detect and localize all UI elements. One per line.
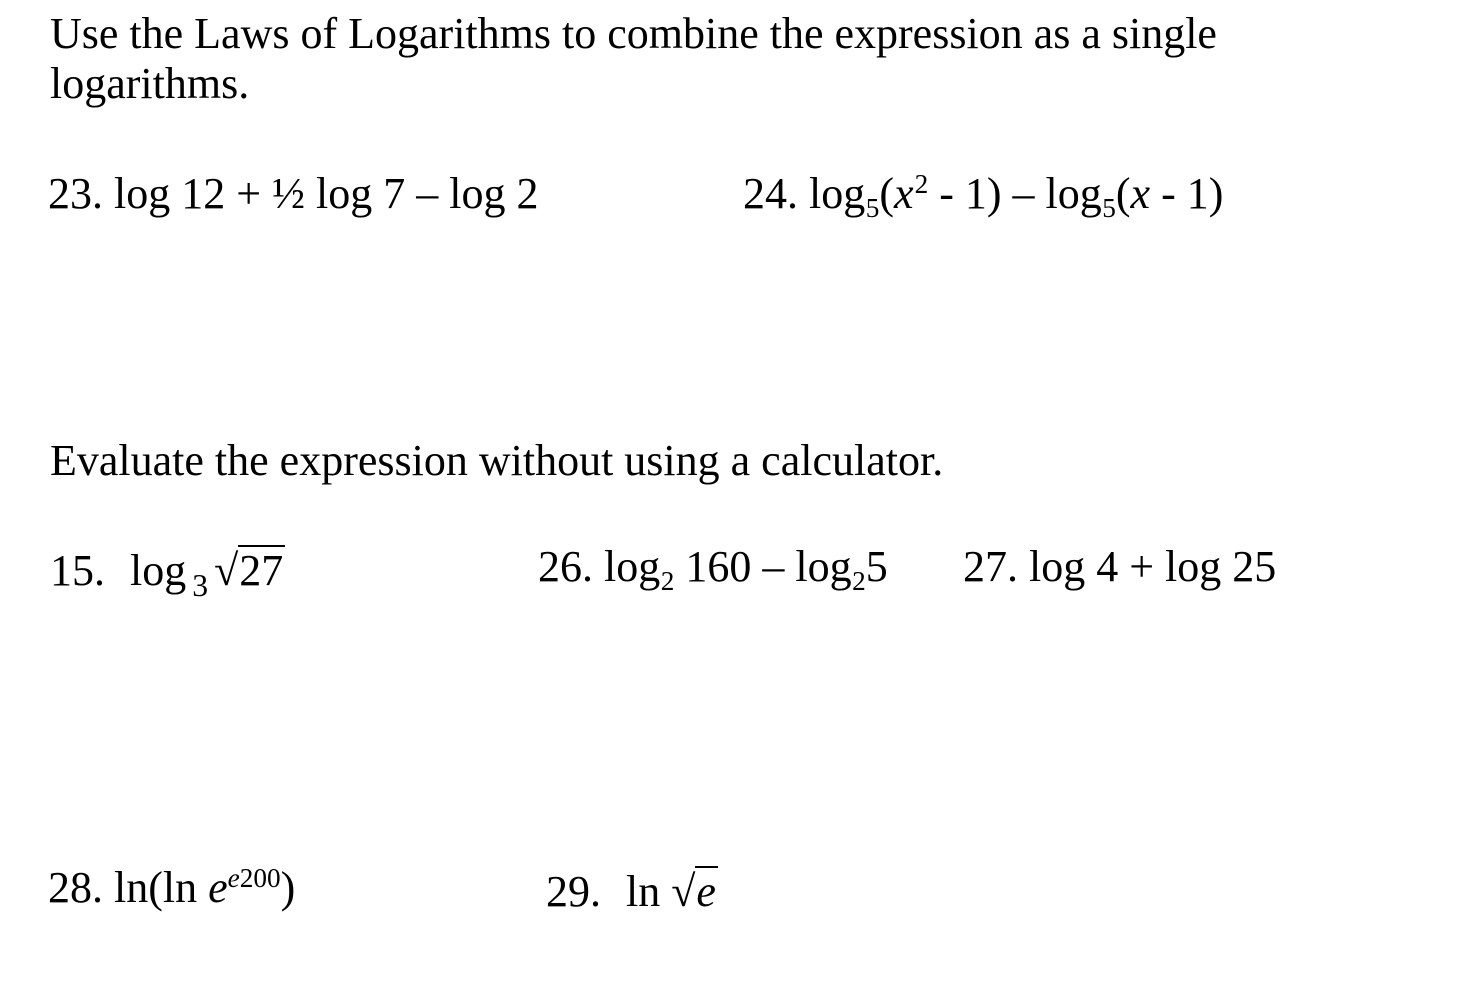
problem-number: 27.: [963, 542, 1018, 591]
exponent: 2: [914, 169, 929, 199]
problem-number: 24.: [743, 169, 798, 218]
open-paren: (: [879, 169, 895, 218]
instruction-evaluate: Evaluate the expression without using a calculator.: [50, 436, 944, 485]
log-base: 2: [660, 565, 675, 596]
expression-rest: - 1) – log: [928, 169, 1102, 218]
sqrt-sign: √: [214, 546, 239, 595]
instruction-laws-of-logarithms: Use the Laws of Logarithms to combine the expression as a single logarithms.: [50, 9, 1217, 108]
close-paren: ): [280, 863, 296, 912]
radicand: e: [696, 867, 716, 916]
log-base: 2: [852, 565, 866, 596]
expression-end: 5: [865, 542, 888, 591]
problem-number: 29.: [546, 867, 601, 916]
log-base: 5: [1102, 192, 1116, 223]
open-paren: (: [1115, 169, 1131, 218]
log-base: 3: [192, 567, 209, 603]
problem-15: [50, 545, 285, 603]
problem-number: 15.: [50, 546, 105, 595]
sqrt-sign: √: [671, 867, 696, 916]
base-e: e: [208, 863, 228, 912]
problem-28: [48, 863, 296, 912]
variable-x: x: [894, 169, 914, 218]
expression-rest: - 1): [1150, 169, 1224, 218]
problem-number: 23.: [48, 169, 103, 218]
log-text: log: [130, 546, 187, 595]
exponent-number: 200: [239, 863, 281, 893]
problem-expression: [809, 169, 1224, 223]
problem-27: [963, 542, 1277, 591]
problem-number: 28.: [48, 863, 103, 912]
expression-prefix: ln(ln: [114, 863, 209, 912]
square-root: [214, 545, 285, 593]
log-text: log: [809, 169, 866, 218]
log-text: log: [604, 542, 661, 591]
problem-expression: log 4 + log 25: [1029, 542, 1277, 591]
square-root: [671, 866, 718, 914]
expression-rest: 160 – log: [674, 542, 852, 591]
variable-x: x: [1130, 169, 1151, 218]
exponent: [228, 863, 281, 893]
problem-number: 26.: [538, 542, 593, 591]
problem-expression: [604, 542, 888, 596]
problem-26: [538, 542, 888, 596]
exponent-e: e: [227, 863, 240, 893]
log-base: 5: [865, 192, 880, 223]
ln-text: ln: [626, 867, 661, 916]
problem-expression: [114, 863, 295, 912]
problem-29: [546, 866, 718, 914]
problem-24: [743, 169, 1224, 223]
problem-expression: log 12 + ½ log 7 – log 2: [114, 169, 539, 218]
problem-23: [48, 169, 539, 218]
radicand: 27: [239, 546, 284, 595]
